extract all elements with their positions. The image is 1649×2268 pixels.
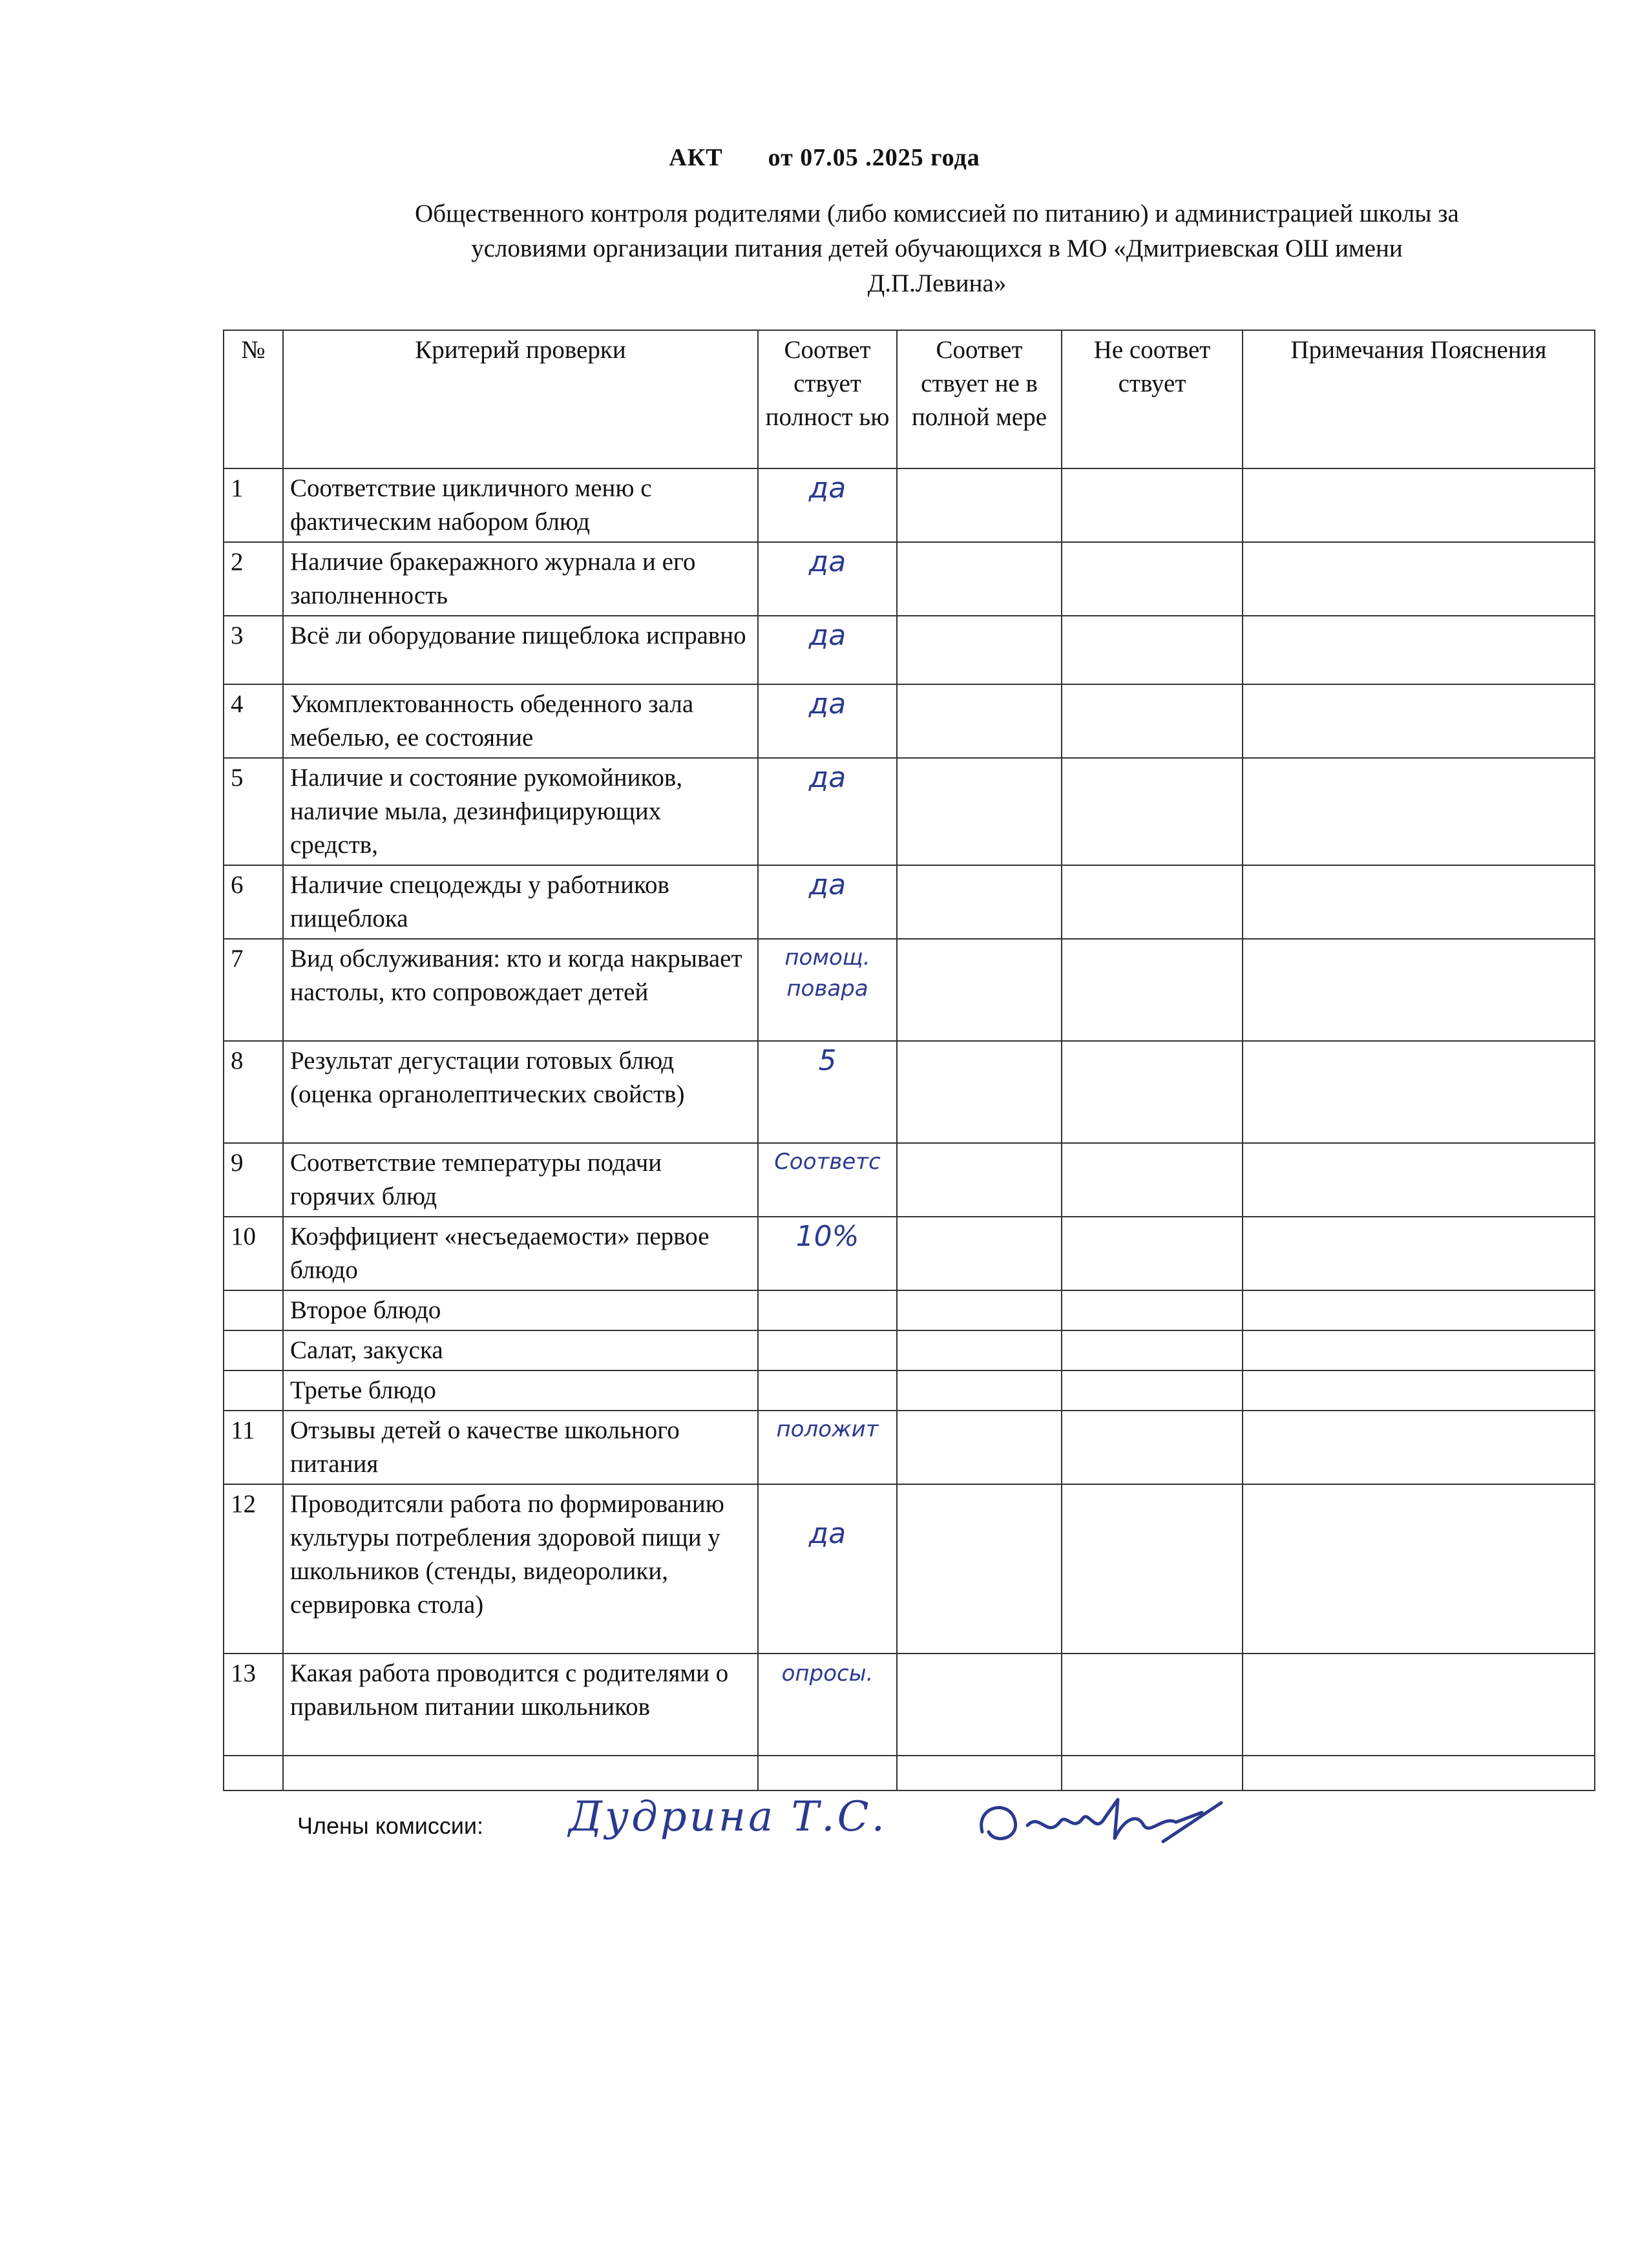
row-number: 6 [224,865,283,939]
table-row [224,1654,1595,1756]
table-row [224,1411,1595,1484]
inspection-table [223,330,1595,1791]
cell-not-compliant [1062,1143,1243,1217]
handwritten-answer: да [758,1484,897,1654]
cell-partial [897,1143,1062,1217]
row-number: 8 [224,1041,283,1143]
row-criterion: Наличие спецодежды у работников пищеблока [283,865,758,939]
row-criterion: Укомплектованность обеденного зала мебелью, ее состояние [283,684,758,758]
row-number: 4 [224,684,283,758]
handwritten-answer: 10% [758,1217,897,1290]
table-row [224,1041,1595,1143]
cell-partial [897,1411,1062,1484]
row-criterion: Второе блюдо [283,1290,758,1330]
table-row [224,865,1595,939]
row-number: 2 [224,542,283,616]
table-row [224,1484,1595,1654]
row-number [224,1330,283,1370]
handwritten-answer: да [758,758,897,865]
cell-notes [1243,758,1595,865]
subtitle-line: Общественного контроля родителями (либо комиссией по питанию) и администрацией школы за [415,200,1459,227]
table-row [224,939,1595,1041]
signature-scribble-icon [969,1787,1228,1858]
row-criterion [283,1756,758,1790]
row-number: 12 [224,1484,283,1654]
row-criterion: Результат дегустации готовых блюд (оценка органолептических свойств) [283,1041,758,1143]
handwritten-answer: Соответс [758,1143,897,1217]
cell-not-compliant [1062,1217,1243,1290]
table-row [224,1330,1595,1370]
cell-partial [897,684,1062,758]
cell-notes [1243,1654,1595,1756]
row-number: 1 [224,468,283,542]
table-row [224,758,1595,865]
cell-notes [1243,1756,1595,1790]
row-criterion: Соответствие температуры подачи горячих блюд [283,1143,758,1217]
cell-partial [897,1484,1062,1654]
handwritten-answer: да [758,684,897,758]
row-criterion: Наличие бракеражного журнала и его заполненность [283,542,758,616]
row-criterion: Коэффициент «несъедаемости» первое блюдо [283,1217,758,1290]
row-number: 11 [224,1411,283,1484]
handwritten-answer: положит [758,1411,897,1484]
row-criterion: Салат, закуска [283,1330,758,1370]
row-number: 7 [224,939,283,1041]
cell-notes [1243,1411,1595,1484]
cell-partial [897,1330,1062,1370]
row-number: 5 [224,758,283,865]
row-number: 13 [224,1654,283,1756]
cell-not-compliant [1062,865,1243,939]
act-date: от 07.05 .2025 года [768,144,980,171]
cell-partial [897,1217,1062,1290]
table-row [224,1143,1595,1217]
handwritten-answer [758,1330,897,1370]
table-row [224,684,1595,758]
row-criterion: Всё ли оборудование пищеблока исправно [283,616,758,684]
cell-partial [897,1370,1062,1411]
row-criterion: Наличие и состояние рукомойников, наличие мыла, дезинфицирующих средств, [283,758,758,865]
handwritten-answer [758,1370,897,1411]
cell-partial [897,758,1062,865]
row-criterion: Проводитсяли работа по формированию культуры потребления здоровой пищи у школьников (стенды, видеоролики, сервировка стола) [283,1484,758,1654]
handwritten-answer [758,1290,897,1330]
act-title [0,143,1649,172]
cell-not-compliant [1062,1370,1243,1411]
cell-partial [897,939,1062,1041]
cell-not-compliant [1062,758,1243,865]
cell-notes [1243,1290,1595,1330]
row-criterion: Соответствие цикличного меню с фактическим набором блюд [283,468,758,542]
row-number [224,1370,283,1411]
cell-not-compliant [1062,1756,1243,1790]
cell-partial [897,468,1062,542]
cell-notes [1243,542,1595,616]
column-header: Критерий проверки [283,330,758,468]
table-row [224,1370,1595,1411]
cell-not-compliant [1062,616,1243,684]
cell-not-compliant [1062,1290,1243,1330]
row-criterion: Отзывы детей о качестве школьного питания [283,1411,758,1484]
cell-partial [897,542,1062,616]
cell-notes [1243,684,1595,758]
handwritten-answer [758,1756,897,1790]
handwritten-signature-name: Дудрина Т.С. [569,1793,887,1841]
commission-members-label: Члены комиссии: [297,1812,484,1839]
row-criterion: Третье блюдо [283,1370,758,1411]
subtitle-line: условиями организации питания детей обучающихся в МО «Дмитриевская ОШ имени [471,235,1403,262]
cell-notes [1243,865,1595,939]
row-criterion: Вид обслуживания: кто и когда накрывает настолы, кто сопровождает детей [283,939,758,1041]
subtitle-line: Д.П.Левина» [867,269,1007,297]
cell-not-compliant [1062,1654,1243,1756]
table-row [224,1290,1595,1330]
cell-notes [1243,1143,1595,1217]
row-criterion: Какая работа проводится с родителями о правильном питании школьников [283,1654,758,1756]
signature-block [297,1793,1331,1871]
cell-partial [897,1756,1062,1790]
table-header-row [224,330,1595,468]
table-row [224,616,1595,684]
table-row [224,542,1595,616]
row-number [224,1290,283,1330]
row-number: 10 [224,1217,283,1290]
handwritten-answer: помощ. повара [758,939,897,1041]
table-row [224,468,1595,542]
column-header: Соответ ствует полност ью [758,330,897,468]
column-header: Не соответ ствует [1062,330,1243,468]
handwritten-answer: да [758,865,897,939]
cell-partial [897,616,1062,684]
cell-partial [897,1654,1062,1756]
cell-notes [1243,939,1595,1041]
cell-not-compliant [1062,1411,1243,1484]
cell-not-compliant [1062,1484,1243,1654]
row-number: 9 [224,1143,283,1217]
handwritten-answer: 5 [758,1041,897,1143]
cell-not-compliant [1062,1041,1243,1143]
cell-partial [897,1290,1062,1330]
act-label: АКТ [669,144,723,171]
table-row [224,1756,1595,1790]
cell-not-compliant [1062,1330,1243,1370]
handwritten-answer: да [758,542,897,616]
cell-not-compliant [1062,939,1243,1041]
cell-not-compliant [1062,684,1243,758]
cell-partial [897,865,1062,939]
cell-notes [1243,616,1595,684]
handwritten-answer: да [758,468,897,542]
table-row [224,1217,1595,1290]
handwritten-answer: да [758,616,897,684]
cell-not-compliant [1062,542,1243,616]
cell-partial [897,1041,1062,1143]
cell-notes [1243,468,1595,542]
column-header: Примечания Пояснения [1243,330,1595,468]
cell-notes [1243,1217,1595,1290]
act-subtitle [294,196,1580,301]
column-header: Соответ ствует не в полной мере [897,330,1062,468]
row-number: 3 [224,616,283,684]
handwritten-answer: опросы. [758,1654,897,1756]
cell-not-compliant [1062,468,1243,542]
cell-notes [1243,1370,1595,1411]
cell-notes [1243,1330,1595,1370]
row-number [224,1756,283,1790]
cell-notes [1243,1484,1595,1654]
cell-notes [1243,1041,1595,1143]
column-header: № [224,330,283,468]
